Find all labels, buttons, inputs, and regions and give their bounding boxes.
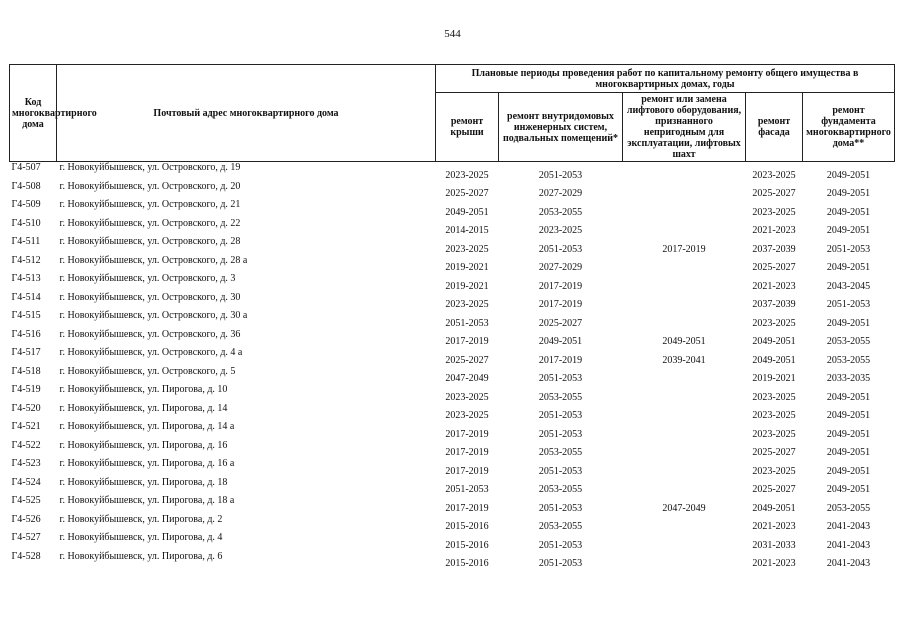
row-elevator — [623, 255, 746, 274]
table-row — [10, 329, 895, 348]
row-code: Г4-526 — [11, 513, 41, 525]
table-row — [10, 458, 895, 477]
row-facade: 2037-2039 — [752, 243, 796, 255]
row-systems: 2025-2027 — [538, 317, 583, 329]
row-address: г. Новокуйбышевск, ул. Островского, д. 19 — [59, 162, 241, 173]
row-foundation: 2053-2055 — [826, 502, 871, 514]
row-facade: 2031-2033 — [752, 539, 796, 551]
row-foundation: 2049-2051 — [826, 447, 871, 458]
row-elevator — [623, 477, 746, 496]
row-elevator — [623, 551, 746, 570]
row-elevator — [623, 458, 746, 477]
row-systems: 2051-2053 — [538, 465, 583, 477]
table-row — [10, 366, 895, 385]
row-code: Г4-521 — [11, 421, 41, 432]
row-facade: 2023-2025 — [752, 317, 796, 329]
row-systems: 2053-2055 — [538, 206, 583, 218]
row-systems: 2053-2055 — [538, 447, 583, 458]
row-foundation: 2041-2043 — [826, 521, 871, 532]
row-facade: 2019-2021 — [752, 373, 796, 384]
row-elevator — [623, 218, 746, 237]
row-elevator — [623, 273, 746, 292]
table-row — [10, 551, 895, 570]
row-roof: 2049-2051 — [445, 206, 489, 218]
row-foundation: 2041-2043 — [826, 539, 871, 551]
row-code: Г4-528 — [11, 550, 41, 562]
row-code: Г4-524 — [11, 476, 41, 488]
row-elevator: 2017-2019 — [662, 243, 706, 255]
row-facade: 2049-2051 — [752, 502, 796, 514]
row-foundation: 2049-2051 — [826, 391, 871, 403]
row-facade: 2021-2023 — [752, 280, 796, 292]
table-row — [10, 514, 895, 533]
row-code: Г4-512 — [11, 254, 41, 266]
row-elevator — [623, 514, 746, 533]
row-facade: 2049-2051 — [752, 336, 796, 347]
row-facade: 2023-2025 — [752, 169, 796, 181]
page-number: 544 — [444, 28, 461, 40]
row-facade: 2023-2025 — [752, 410, 796, 421]
row-systems: 2027-2029 — [538, 188, 583, 199]
header-address: Почтовый адрес многоквартирного дома — [57, 65, 436, 162]
row-roof: 2023-2025 — [445, 299, 489, 310]
row-code: Г4-508 — [11, 180, 41, 192]
row-code: Г4-507 — [11, 162, 41, 173]
row-systems: 2051-2053 — [538, 243, 583, 255]
table-row — [10, 477, 895, 496]
row-facade: 2025-2027 — [752, 484, 796, 495]
row-foundation: 2041-2043 — [826, 558, 871, 569]
row-systems: 2051-2053 — [538, 502, 583, 514]
row-elevator — [623, 162, 746, 181]
row-foundation: 2051-2053 — [826, 299, 871, 310]
table-row — [10, 347, 895, 366]
row-foundation: 2049-2051 — [826, 465, 871, 477]
row-foundation: 2049-2051 — [826, 206, 871, 218]
row-code: Г4-523 — [11, 458, 41, 469]
row-systems: 2023-2025 — [538, 225, 583, 236]
row-facade: 2023-2025 — [752, 206, 796, 218]
row-code: Г4-515 — [11, 310, 41, 321]
row-code: Г4-518 — [11, 365, 41, 377]
header-facade: ремонт фасада — [746, 93, 803, 162]
row-address: г. Новокуйбышевск, ул. Пирогова, д. 2 — [59, 513, 223, 525]
row-foundation: 2043-2045 — [826, 280, 871, 292]
row-address: г. Новокуйбышевск, ул. Островского, д. 28 — [59, 236, 241, 247]
row-elevator — [623, 310, 746, 329]
row-address: г. Новокуйбышевск, ул. Пирогова, д. 6 — [59, 550, 223, 562]
row-facade: 2023-2025 — [752, 428, 796, 440]
table-row — [10, 403, 895, 422]
row-foundation: 2053-2055 — [826, 336, 871, 347]
row-foundation: 2049-2051 — [826, 317, 871, 329]
table-row — [10, 218, 895, 237]
row-elevator: 2047-2049 — [662, 502, 706, 514]
row-facade: 2021-2023 — [752, 225, 796, 236]
row-address: г. Новокуйбышевск, ул. Пирогова, д. 16 — [59, 439, 228, 451]
row-foundation: 2033-2035 — [826, 373, 871, 384]
row-systems: 2053-2055 — [538, 521, 583, 532]
row-address: г. Новокуйбышевск, ул. Островского, д. 21 — [59, 199, 241, 210]
row-elevator — [623, 440, 746, 459]
row-foundation: 2049-2051 — [826, 188, 871, 199]
row-address: г. Новокуйбышевск, ул. Островского, д. 20 — [59, 180, 241, 192]
row-address: г. Новокуйбышевск, ул. Островского, д. 3 — [59, 273, 236, 284]
row-systems: 2017-2019 — [538, 299, 583, 310]
row-code: Г4-514 — [11, 291, 41, 303]
row-foundation: 2049-2051 — [826, 410, 871, 421]
row-address: г. Новокуйбышевск, ул. Островского, д. 5 — [59, 365, 236, 377]
row-foundation: 2051-2053 — [826, 243, 871, 255]
row-systems: 2017-2019 — [538, 280, 583, 292]
row-address: г. Новокуйбышевск, ул. Пирогова, д. 10 — [59, 384, 228, 395]
table-row — [10, 181, 895, 200]
row-code: Г4-527 — [11, 532, 41, 543]
row-roof: 2023-2025 — [445, 243, 489, 255]
table-row — [10, 255, 895, 274]
row-systems: 2053-2055 — [538, 484, 583, 495]
row-roof: 2047-2049 — [445, 373, 489, 384]
row-facade: 2021-2023 — [752, 558, 796, 569]
row-facade: 2037-2039 — [752, 299, 796, 310]
row-systems: 2051-2053 — [538, 539, 583, 551]
repair-schedule-table — [9, 64, 895, 569]
row-elevator — [623, 366, 746, 385]
row-code: Г4-519 — [11, 384, 41, 395]
row-code: Г4-520 — [11, 402, 41, 414]
header-elevator: ремонт или замена лифтового оборудования, признанного непригодным для эксплуатации, лифтовых шахт — [623, 93, 746, 162]
table-row — [10, 292, 895, 311]
row-systems: 2051-2053 — [538, 558, 583, 569]
row-roof: 2019-2021 — [445, 262, 489, 273]
table-row — [10, 440, 895, 459]
row-facade: 2025-2027 — [752, 262, 796, 273]
table-row — [10, 273, 895, 292]
row-code: Г4-509 — [11, 199, 41, 210]
row-roof: 2023-2025 — [445, 169, 489, 181]
row-roof: 2025-2027 — [445, 354, 489, 366]
row-systems: 2053-2055 — [538, 391, 583, 403]
row-elevator — [623, 403, 746, 422]
row-code: Г4-511 — [11, 236, 41, 247]
header-periods: Плановые периоды проведения работ по капитальному ремонту общего имущества в многоквартирных домах, годы — [436, 65, 895, 93]
row-foundation: 2049-2051 — [826, 428, 871, 440]
row-facade: 2025-2027 — [752, 188, 796, 199]
row-systems: 2051-2053 — [538, 169, 583, 181]
row-foundation: 2049-2051 — [826, 169, 871, 181]
row-address: г. Новокуйбышевск, ул. Островского, д. 22 — [59, 217, 241, 229]
row-roof: 2017-2019 — [445, 336, 489, 347]
row-address: г. Новокуйбышевск, ул. Островского, д. 30 а — [59, 310, 248, 321]
table-row — [10, 236, 895, 255]
table-row — [10, 421, 895, 440]
row-roof: 2019-2021 — [445, 280, 489, 292]
row-code: Г4-513 — [11, 273, 41, 284]
row-address: г. Новокуйбышевск, ул. Пирогова, д. 4 — [59, 532, 223, 543]
row-roof: 2023-2025 — [445, 410, 489, 421]
row-address: г. Новокуйбышевск, ул. Островского, д. 4 а — [59, 347, 243, 358]
row-roof: 2017-2019 — [445, 447, 489, 458]
row-address: г. Новокуйбышевск, ул. Пирогова, д. 18 — [59, 476, 228, 488]
row-facade: 2025-2027 — [752, 447, 796, 458]
row-elevator — [623, 421, 746, 440]
row-roof: 2017-2019 — [445, 465, 489, 477]
table-row — [10, 532, 895, 551]
row-elevator — [623, 532, 746, 551]
row-facade: 2021-2023 — [752, 521, 796, 532]
row-code: Г4-525 — [11, 495, 41, 506]
header-foundation: ремонт фундамента многоквартирного дома** — [803, 93, 895, 162]
row-systems: 2049-2051 — [538, 336, 583, 347]
header-code: Код многоквартирного дома — [10, 65, 57, 162]
table-row — [10, 199, 895, 218]
table-row — [10, 162, 895, 181]
row-address: г. Новокуйбышевск, ул. Пирогова, д. 18 а — [59, 495, 235, 506]
row-foundation: 2053-2055 — [826, 354, 871, 366]
row-roof: 2014-2015 — [445, 225, 489, 236]
row-code: Г4-522 — [11, 439, 41, 451]
row-roof: 2023-2025 — [445, 391, 489, 403]
row-elevator — [623, 199, 746, 218]
row-roof: 2025-2027 — [445, 188, 489, 199]
row-foundation: 2049-2051 — [826, 484, 871, 495]
row-code: Г4-516 — [11, 328, 41, 340]
row-systems: 2017-2019 — [538, 354, 583, 366]
table-row — [10, 310, 895, 329]
row-roof: 2017-2019 — [445, 428, 489, 440]
row-elevator: 2039-2041 — [662, 354, 706, 366]
header-roof: ремонт крыши — [436, 93, 499, 162]
row-systems: 2051-2053 — [538, 373, 583, 384]
row-foundation: 2049-2051 — [826, 225, 871, 236]
table-row — [10, 384, 895, 403]
row-elevator — [623, 292, 746, 311]
row-foundation: 2049-2051 — [826, 262, 871, 273]
row-address: г. Новокуйбышевск, ул. Островского, д. 36 — [59, 328, 241, 340]
row-roof: 2017-2019 — [445, 502, 489, 514]
header-systems: ремонт внутридомовых инженерных систем, подвальных помещений* — [499, 93, 623, 162]
row-roof: 2015-2016 — [445, 539, 489, 551]
row-code: Г4-510 — [11, 217, 41, 229]
row-facade: 2023-2025 — [752, 391, 796, 403]
row-systems: 2051-2053 — [538, 428, 583, 440]
row-address: г. Новокуйбышевск, ул. Пирогова, д. 14 а — [59, 421, 235, 432]
row-systems: 2027-2029 — [538, 262, 583, 273]
row-facade: 2023-2025 — [752, 465, 796, 477]
row-elevator — [623, 384, 746, 403]
row-address: г. Новокуйбышевск, ул. Островского, д. 30 — [59, 291, 241, 303]
row-code: Г4-517 — [11, 347, 41, 358]
row-elevator — [623, 181, 746, 200]
row-roof: 2015-2016 — [445, 558, 489, 569]
table-row — [10, 495, 895, 514]
row-facade: 2049-2051 — [752, 354, 796, 366]
row-roof: 2051-2053 — [445, 484, 489, 495]
row-address: г. Новокуйбышевск, ул. Островского, д. 28 а — [59, 254, 248, 266]
row-roof: 2051-2053 — [445, 317, 489, 329]
row-roof: 2015-2016 — [445, 521, 489, 532]
row-address: г. Новокуйбышевск, ул. Пирогова, д. 14 — [59, 402, 228, 414]
row-address: г. Новокуйбышевск, ул. Пирогова, д. 16 а — [59, 458, 235, 469]
row-elevator: 2049-2051 — [662, 336, 706, 347]
row-systems: 2051-2053 — [538, 410, 583, 421]
